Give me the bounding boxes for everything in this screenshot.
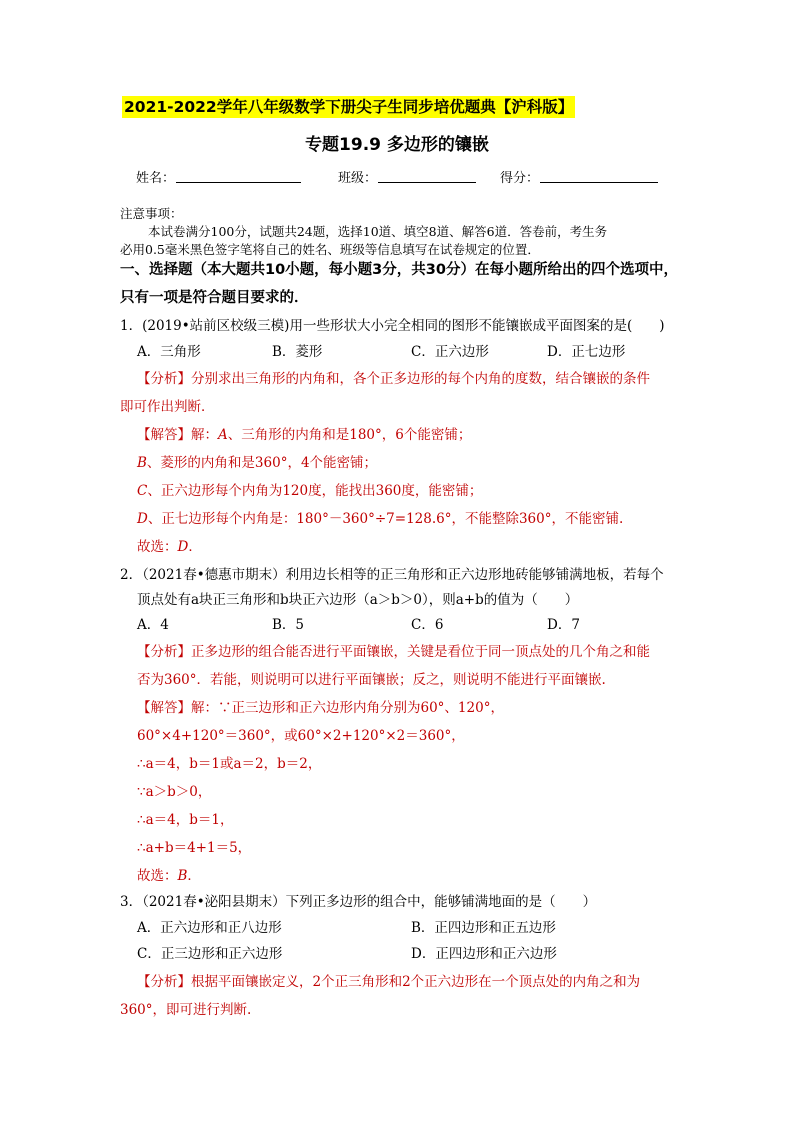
q2-analysis: 【分析】正多边形的组合能否进行平面镶嵌，关键是看位于同一顶点处的几个角之和能 [137, 644, 650, 660]
section-heading: 一、选择题（本大题共10小题，每小题3分，共30分）在每小题所给出的四个选项中， [120, 262, 678, 278]
score-underline [540, 182, 658, 183]
class-underline [378, 182, 476, 183]
notes-line: 本试卷满分100分，试题共24题，选择10道、填空8道、解答6道．答卷前，考生务 [148, 224, 608, 239]
question-1-stem: 1．(2019•站前区校级三模)用一些形状大小完全相同的图形不能镶嵌成平面图案的是( ) [120, 318, 665, 334]
q1-solution-d: D、正七边形每个内角是：180°－360°÷7=128.6°，不能整除360°，不能密铺. [137, 511, 624, 527]
solution-tag: 【解答】 [137, 700, 191, 716]
question-2-stem: 2．（2021春•德惠市期末）利用边长相等的正三角形和正六边形地砖能够铺满地板，若每个 [120, 567, 664, 583]
solution-tag: 【解答】 [137, 427, 191, 443]
question-2-stem-cont: 顶点处有a块正三角形和b块正六边形（a＞b＞0），则a+b的值为（ ） [137, 592, 579, 608]
name-label: 姓名： [136, 171, 176, 186]
q1-analysis-cont: 即可作出判断． [120, 399, 215, 415]
analysis-tag: 【分析】 [137, 644, 191, 660]
q2-solution-line: ∴a＝4，b＝1或a＝2，b＝2， [137, 756, 322, 772]
q2-option-a: A．4 [137, 617, 169, 633]
q1-option-c: C．正六边形 [411, 344, 489, 360]
q1-answer: 故选：D． [137, 539, 202, 555]
q2-solution-line: ∴a+b＝4+1＝5， [137, 840, 252, 856]
q3-option-c: C．正三边形和正六边形 [137, 946, 283, 962]
q3-analysis-cont: 360°，即可进行判断. [120, 1002, 252, 1018]
q3-option-d: D．正四边形和正六边形 [411, 946, 557, 962]
name-underline [176, 182, 301, 183]
q1-option-a: A．三角形 [137, 344, 201, 360]
series-banner: 2021-2022学年八年级数学下册尖子生同步培优题典【沪科版】 [124, 98, 574, 116]
q2-option-d: D．7 [547, 617, 580, 633]
page-title: 专题19.9 多边形的镶嵌 [305, 135, 489, 155]
q3-option-b: B．正四边形和正五边形 [411, 920, 556, 936]
q3-analysis: 【分析】根据平面镶嵌定义，2个正三角形和2个正六边形在一个顶点处的内角之和为 [137, 974, 641, 990]
q2-option-b: B．5 [272, 617, 305, 633]
q2-analysis-cont: 否为360°．若能，则说明可以进行平面镶嵌；反之，则说明不能进行平面镶嵌. [137, 672, 606, 688]
q3-option-a: A．正六边形和正八边形 [137, 920, 282, 936]
question-3-stem: 3．（2021春•泌阳县期末）下列正多边形的组合中，能够铺满地面的是（ ） [120, 894, 597, 910]
analysis-tag: 【分析】 [137, 371, 191, 387]
notes-heading: 注意事项： [120, 206, 183, 221]
q1-option-d: D．正七边形 [547, 344, 626, 360]
analysis-tag: 【分析】 [137, 974, 191, 990]
q1-solution-c: C、正六边形每个内角为120度，能找出360度，能密铺； [137, 483, 483, 499]
section-heading: 只有一项是符合题目要求的． [120, 290, 309, 306]
q1-analysis: 【分析】分别求出三角形的内角和，各个正多边形的每个内角的度数，结合镶嵌的条件 [137, 371, 650, 387]
q2-solution: 【解答】解：∵正三边形和正六边形内角分别为60°、120°， [137, 700, 504, 716]
q2-solution-line: ∵a＞b＞0， [137, 784, 212, 800]
q2-solution-line: 60°×4+120°＝360°，或60°×2+120°×2＝360°， [137, 728, 465, 744]
q1-solution-b: B、菱形的内角和是360°，4个能密铺； [137, 455, 378, 471]
notes-line: 必用0.5毫米黑色签字笔将自己的姓名、班级等信息填写在试卷规定的位置． [120, 242, 540, 257]
q1-option-b: B．菱形 [272, 344, 323, 360]
student-info-row [0, 167, 794, 187]
q2-option-c: C．6 [411, 617, 444, 633]
q2-answer: 故选：B． [137, 868, 201, 884]
score-label: 得分： [500, 171, 540, 186]
q2-solution-line: ∴a＝4，b＝1， [137, 812, 234, 828]
class-label: 班级： [338, 171, 378, 186]
q1-solution: 【解答】解：A、三角形的内角和是180°，6个能密铺； [137, 427, 472, 443]
